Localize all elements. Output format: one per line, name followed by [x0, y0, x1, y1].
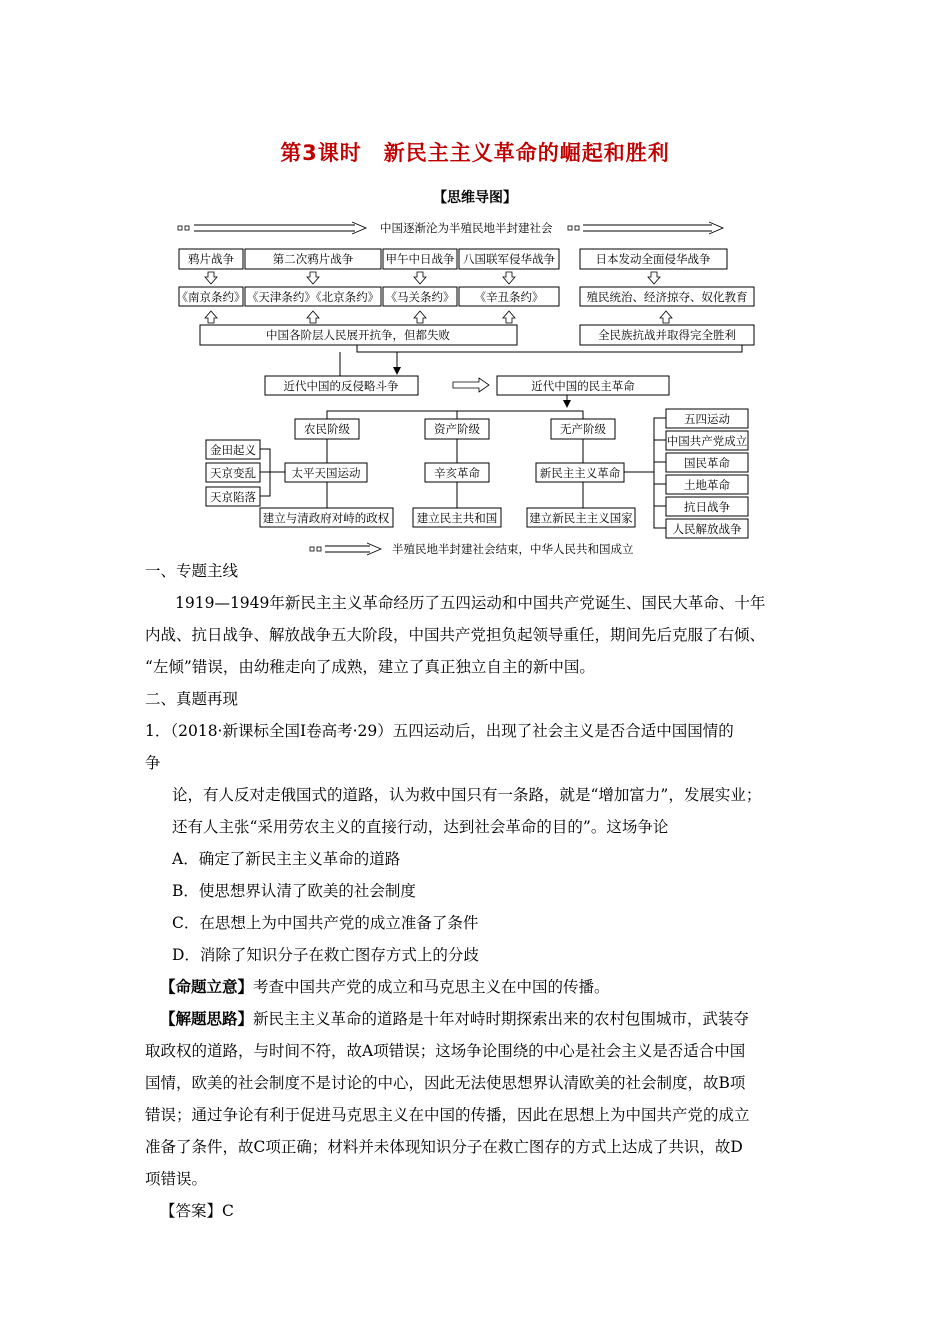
revolution-box: 近代中国的民主革命 — [531, 379, 635, 393]
taiping-event-2: 天京变乱 — [210, 466, 256, 480]
japan-war: 日本发动全面侵华战争 — [595, 252, 711, 266]
intent-text: 考查中国共产党的成立和马克思主义在中国的传播。 — [253, 978, 610, 996]
analysis-line-5: 准备了条件，故C项正确；材料并未体现知识分子在救亡图存的方式上达成了共识，故D — [145, 1138, 743, 1156]
victory-box: 全民族抗战并取得完全胜利 — [598, 328, 736, 342]
section2-heading: 二、真题再现 — [145, 690, 239, 708]
stage-5: 抗日战争 — [684, 500, 730, 514]
taiping-event-1: 金田起义 — [210, 443, 256, 457]
stage-1: 五四运动 — [684, 412, 730, 426]
section1-line-1: 1919—1949年新民主主义革命经历了五四运动和中国共产党诞生、国民大革命、十年 — [175, 594, 766, 612]
treaty-3: 《马关条约》 — [385, 290, 455, 304]
stage-2: 中国共产党成立 — [666, 434, 748, 448]
page-title: 第3课时 新民主主义革命的崛起和胜利 — [280, 141, 670, 165]
bottom-arrow — [310, 542, 634, 556]
movement-taiping: 太平天国运动 — [291, 466, 361, 480]
analysis-line-4: 错误；通过争论有利于促进马克思主义在中国的传播，因此在思想上为中国共产党的成立 — [145, 1106, 750, 1124]
question-line-3: 论，有人反对走俄国式的道路，认为救中国只有一条路，就是“增加富力”，发展实业； — [172, 786, 762, 804]
class-peasant: 农民阶级 — [304, 422, 350, 436]
war-4: 八国联军侵华战争 — [463, 252, 555, 266]
result-3: 建立新民主主义国家 — [529, 511, 633, 525]
section1-heading: 一、专题主线 — [145, 562, 239, 580]
option-b: B．使思想界认清了欧美的社会制度 — [172, 882, 416, 900]
movement-new-democratic: 新民主主义革命 — [539, 466, 621, 480]
movement-xinhai: 辛亥革命 — [434, 466, 480, 480]
class-bourgeois: 资产阶级 — [434, 422, 480, 436]
war-3: 甲午中日战争 — [385, 252, 455, 266]
treaty-4: 《辛丑条约》 — [474, 290, 544, 304]
question-line-4: 还有人主张“采用劳农主义的直接行动，达到社会革命的目的”。这场争论 — [172, 818, 669, 836]
stage-4: 土地革命 — [684, 478, 730, 492]
mindmap-heading: 【思维导图】 — [433, 190, 517, 206]
japan-effect: 殖民统治、经济掠夺、奴化教育 — [586, 290, 748, 304]
result-1: 建立与清政府对峙的政权 — [262, 511, 390, 525]
question-line-2: 争 — [145, 754, 161, 772]
option-d: D．消除了知识分子在救亡图存方式上的分歧 — [172, 946, 479, 964]
war-1: 鸦片战争 — [188, 252, 234, 266]
treaty-1: 《南京条约》 — [176, 290, 246, 304]
struggle-box: 近代中国的反侵略斗争 — [283, 379, 399, 393]
answer-label: 【答案】 — [160, 1202, 223, 1220]
analysis-label: 【解题思路】 — [160, 1009, 254, 1028]
taiping-event-3: 天京陷落 — [210, 490, 256, 504]
stage-3: 国民革命 — [684, 456, 730, 470]
analysis-row — [160, 1008, 749, 1030]
bottom-arrow-label: 半殖民地半封建社会结束，中华人民共和国成立 — [392, 542, 634, 556]
question-line-1: 1．（2018·新课标全国Ⅰ卷高考·29）五四运动后，出现了社会主义是否合适中国国情的 — [145, 722, 734, 740]
analysis-line-3: 国情，欧美的社会制度不是讨论的中心，因此无法使思想界认清欧美的社会制度，故B项 — [145, 1074, 746, 1092]
treaty-2: 《天津条约》《北京条约》 — [246, 290, 380, 304]
war-2: 第二次鸦片战争 — [272, 252, 354, 266]
intent-row — [160, 976, 610, 998]
option-c: C．在思想上为中国共产党的成立准备了条件 — [172, 914, 479, 932]
top-arrow — [178, 221, 723, 235]
answer-value: C — [222, 1202, 234, 1220]
section1-line-3: “左倾”错误，由幼稚走向了成熟，建立了真正独立自主的新中国。 — [145, 658, 595, 676]
intent-label: 【命题立意】 — [160, 977, 254, 996]
analysis-line-1: 新民主主义革命的道路是十年对峙时期探索出来的农村包围城市，武装夺 — [253, 1010, 750, 1028]
mind-map — [170, 212, 770, 557]
class-proletariat: 无产阶级 — [560, 422, 606, 436]
analysis-line-2: 取政权的道路，与时间不符，故A项错误；这场争论围绕的中心是社会主义是否适合中国 — [145, 1042, 746, 1060]
option-a: A．确定了新民主主义革命的道路 — [172, 850, 401, 868]
section1-line-2: 内战、抗日战争、解放战争五大阶段，中国共产党担负起领导重任，期间先后克服了右倾、 — [145, 626, 766, 644]
stage-6: 人民解放战争 — [672, 522, 742, 536]
result-2: 建立民主共和国 — [416, 511, 498, 525]
answer-row — [160, 1200, 234, 1222]
analysis-line-6: 项错误。 — [145, 1170, 208, 1188]
top-arrow-label: 中国逐渐沦为半殖民地半封建社会 — [380, 221, 553, 235]
resistance-box: 中国各阶层人民展开抗争，但都失败 — [266, 328, 450, 342]
